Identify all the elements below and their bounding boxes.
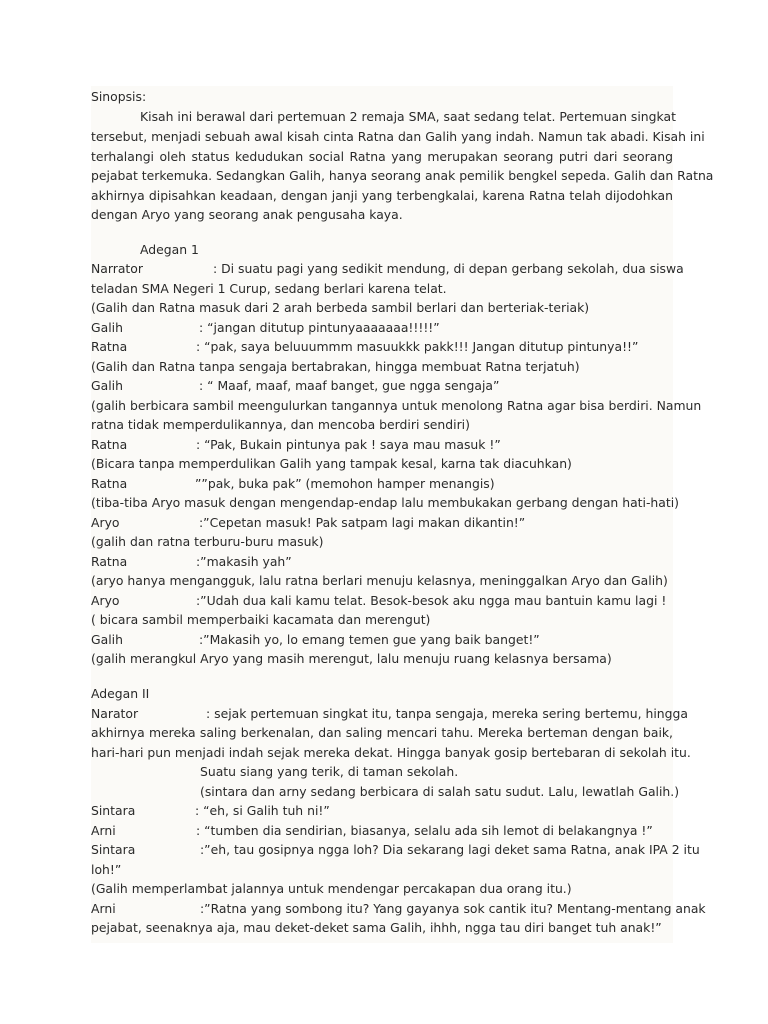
dialogue-line: : “jangan ditutup pintunyaaaaaaa!!!!!” (199, 320, 440, 335)
dialogue-line: : “Pak, Bukain pintunya pak ! saya mau masuk !” (196, 437, 501, 452)
stage-direction: (Galih dan Ratna tanpa sengaja bertabrakan, hingga membuat Ratna terjatuh) (91, 359, 580, 374)
speaker-name: Arni (91, 823, 116, 838)
speaker-name: Sintara (91, 842, 136, 857)
stage-direction: (Galih memperlambat jalannya untuk mendengar percakapan dua orang itu.) (91, 881, 572, 896)
synopsis-heading: Sinopsis: (91, 89, 147, 104)
speaker-name: Narator (91, 706, 139, 721)
synopsis-line: Kisah ini berawal dari pertemuan 2 remaja SMA, saat sedang telat. Pertemuan singkat (140, 109, 676, 124)
dialogue-line: :”eh, tau gosipnya ngga loh? Dia sekarang lagi deket sama Ratna, anak IPA 2 itu (200, 842, 700, 857)
dialogue-line: :”Makasih yo, lo emang temen gue yang baik banget!” (199, 632, 540, 647)
dialogue-line: : “pak, saya beluuummm masuukkk pakk!!! Jangan ditutup pintunya!!” (196, 339, 639, 354)
speaker-name: Aryo (91, 515, 120, 530)
dialogue-line: :”Udah dua kali kamu telat. Besok-besok aku ngga mau bantuin kamu lagi ! (196, 593, 667, 608)
speaker-name: Galih (91, 632, 123, 647)
dialogue-line: hari-hari pun menjadi indah sejak mereka dekat. Hingga banyak gosip bertebaran di sekolah itu. (91, 745, 691, 760)
synopsis-line: akhirnya dipisahkan keadaan, dengan janji yang terbengkalai, karena Ratna telah dijodohkan (91, 188, 673, 203)
stage-direction: (sintara dan arny sedang berbicara di salah satu sudut. Lalu, lewatlah Galih.) (200, 784, 680, 799)
dialogue-line: ””pak, buka pak” (memohon hamper menangis) (195, 476, 495, 491)
dialogue-line: : sejak pertemuan singkat itu, tanpa sengaja, mereka sering bertemu, hingga (206, 706, 688, 721)
synopsis-line: terhalangi oleh status kedudukan social Ratna yang merupakan seorang putri dari seorang (91, 149, 673, 164)
speaker-name: Ratna (91, 554, 128, 569)
dialogue-line: :”makasih yah” (196, 554, 292, 569)
speaker-name: Galih (91, 320, 123, 335)
speaker-name: Sintara (91, 803, 136, 818)
synopsis-line: tersebut, menjadi sebuah awal kisah cinta Ratna dan Galih yang indah. Namun tak abadi. Kisah ini (91, 129, 705, 144)
dialogue-line: : Di suatu pagi yang sedikit mendung, di depan gerbang sekolah, dua siswa (213, 261, 684, 276)
speaker-name: Aryo (91, 593, 120, 608)
speaker-name: Narrator (91, 261, 143, 276)
stage-direction: (Bicara tanpa memperdulikan Galih yang tampak kesal, karna tak diacuhkan) (91, 456, 572, 471)
speaker-name: Ratna (91, 437, 128, 452)
dialogue-line: : “eh, si Galih tuh ni!” (195, 803, 330, 818)
dialogue-line: teladan SMA Negeri 1 Curup, sedang berlari karena telat. (91, 281, 447, 296)
stage-direction: (aryo hanya mengangguk, lalu ratna berlari menuju kelasnya, meninggalkan Aryo dan Galih) (91, 573, 668, 588)
dialogue-line: loh!” (91, 862, 122, 877)
dialogue-line: :”Cepetan masuk! Pak satpam lagi makan dikantin!” (199, 515, 526, 530)
stage-direction: (galih dan ratna terburu-buru masuk) (91, 534, 324, 549)
dialogue-line: akhirnya mereka saling berkenalan, dan saling mencari tahu. Mereka berteman dengan baik, (91, 725, 673, 740)
synopsis-line: dengan Aryo yang seorang anak pengusaha kaya. (91, 207, 403, 222)
speaker-name: Arni (91, 901, 116, 916)
dialogue-line: :”Ratna yang sombong itu? Yang gayanya sok cantik itu? Mentang-mentang anak (200, 901, 706, 916)
dialogue-line: : “tumben dia sendirian, biasanya, selalu ada sih lemot di belakangnya !” (196, 823, 653, 838)
stage-direction: ( bicara sambil memperbaiki kacamata dan merengut) (91, 612, 431, 627)
dialogue-line: pejabat, seenaknya aja, mau deket-deket sama Galih, ihhh, ngga tau diri banget tuh anak!” (91, 920, 662, 935)
speaker-name: Ratna (91, 339, 128, 354)
scene-heading: Adegan 1 (140, 242, 199, 257)
synopsis-line: pejabat terkemuka. Sedangkan Galih, hanya seorang anak pemilik bengkel sepeda. Galih dan Ratna (91, 168, 714, 183)
stage-direction: (galih merangkul Aryo yang masih merengut, lalu menuju ruang kelasnya bersama) (91, 651, 612, 666)
speaker-name: Galih (91, 378, 123, 393)
stage-direction: Suatu siang yang terik, di taman sekolah. (200, 764, 459, 779)
speaker-name: Ratna (91, 476, 128, 491)
stage-direction: ratna tidak memperdulikannya, dan mencoba berdiri sendiri) (91, 417, 470, 432)
stage-direction: (galih berbicara sambil meengulurkan tangannya untuk menolong Ratna agar bisa berdiri. Namun (91, 398, 702, 413)
dialogue-line: : “ Maaf, maaf, maaf banget, gue ngga sengaja” (199, 378, 500, 393)
scene-heading: Adegan II (91, 686, 150, 701)
stage-direction: (tiba-tiba Aryo masuk dengan mengendap-endap lalu membukakan gerbang dengan hati-hati) (91, 495, 680, 510)
stage-direction: (Galih dan Ratna masuk dari 2 arah berbeda sambil berlari dan berteriak-teriak) (91, 300, 590, 315)
